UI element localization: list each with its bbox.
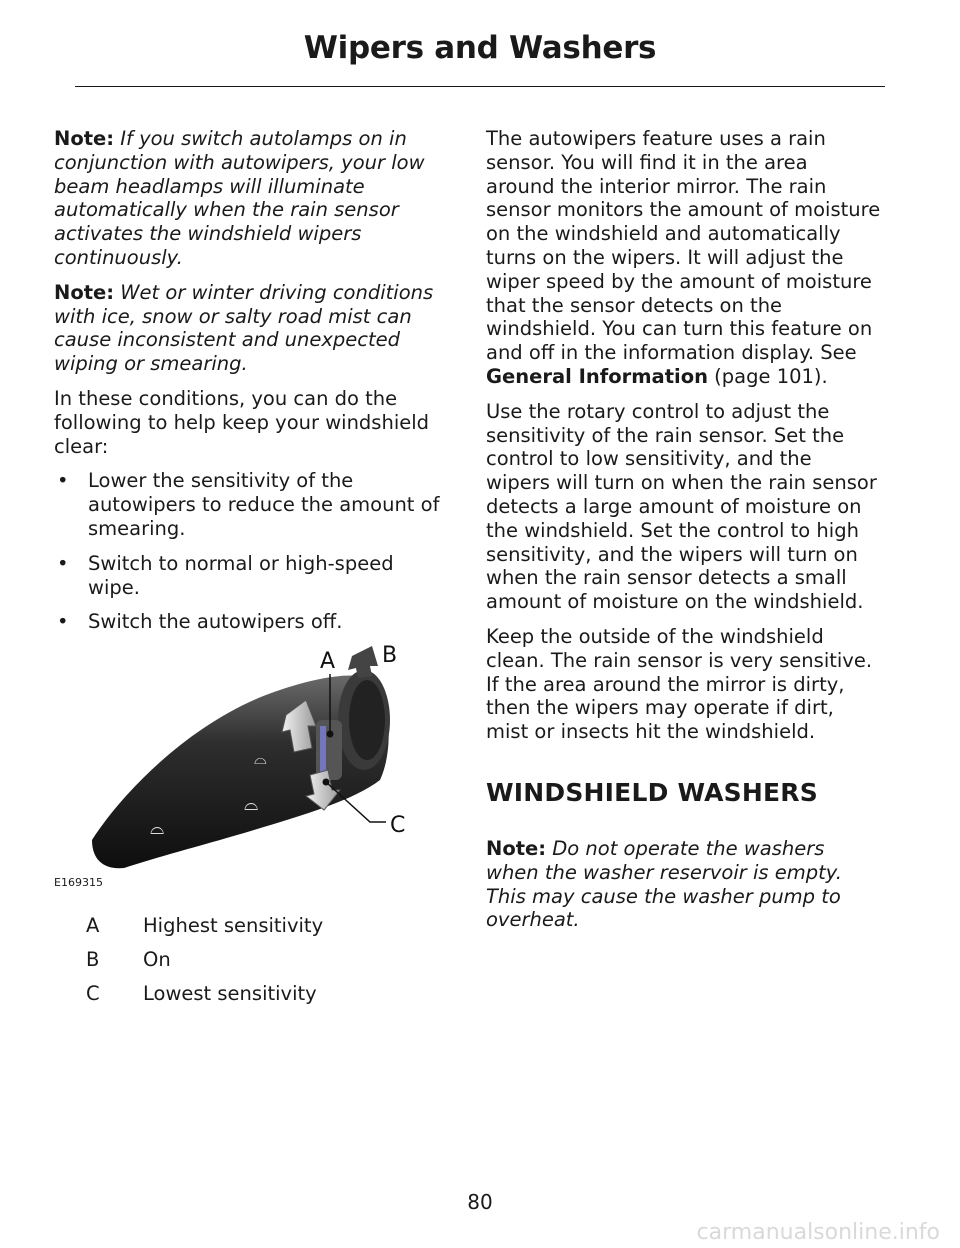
callout-b-label: B	[382, 643, 398, 668]
page-number: 80	[467, 1190, 493, 1214]
left-column	[54, 127, 449, 645]
callout-c-label: C	[390, 813, 406, 838]
list-item: • Switch to normal or high-speed wipe.	[54, 552, 449, 600]
legend-row	[86, 948, 446, 972]
note-label: Note:	[54, 127, 115, 150]
note-label: Note:	[54, 280, 115, 304]
legend-key: B	[86, 948, 100, 971]
legend-row	[86, 914, 446, 938]
autowipers-paragraph	[486, 127, 881, 389]
note-autolamps	[54, 127, 449, 270]
cross-reference-link[interactable]: General Information	[486, 364, 708, 388]
legend-label: Lowest sensitivity	[143, 982, 317, 1005]
wiper-speed-icon: ⌓	[254, 749, 267, 768]
note-washers	[486, 837, 881, 932]
paragraph-text: The autowipers feature uses a rain sensor. You will find it in the area around the interior mirror. The rain sensor monitors the amount of moisture on the windshield and automatically turns on the wipers. It will adjust the wiper speed by the amount of moisture that the sensor detects on the windshield. You can turn this feature on and off in the information display. See	[486, 127, 881, 365]
rotary-control-paragraph: Use the rotary control to adjust the sensitivity of the rain sensor. Set the control to low sensitivity, and the wipers will turn on when the rain sensor detects a large amount of moisture on the windshield. Set the control to high sensitivity, and the wipers will turn on when the rain sensor detects a small amount of moisture on the windshield.	[486, 399, 877, 614]
windshield-clean-paragraph: Keep the outside of the windshield clean. The rain sensor is very sensitive. If the area around the mirror is dirty, then the wipers may operate if dirt, mist or insects hit the windshield.	[486, 624, 873, 744]
legend-key: C	[86, 982, 100, 1005]
washer-symbol-icon: ⌓	[244, 794, 259, 815]
legend-row	[86, 982, 446, 1006]
note-text: Wet or winter driving conditions with ice, snow or salty road mist can cause inconsistent and unexpected wiping or smearing.	[54, 280, 434, 376]
list-item: • Switch the autowipers off.	[54, 610, 449, 634]
note-winter-conditions	[54, 281, 449, 376]
wiper-symbol-icon: ⌓	[150, 818, 165, 839]
note-text: If you switch autolamps on in conjunction with autowipers, your low beam headlamps will illuminate automatically when the rain sensor activates the windshield wipers continuously.	[54, 127, 425, 269]
page-title: Wipers and Washers	[303, 30, 657, 66]
watermark: carmanualsonline.info	[696, 1220, 940, 1245]
list-item: • Lower the sensitivity of the autowipers to reduce the amount of smearing.	[54, 469, 449, 540]
legend-label: Highest sensitivity	[143, 914, 324, 937]
page-reference: (page 101).	[707, 364, 828, 388]
legend-key: A	[86, 914, 100, 937]
figure-legend	[86, 914, 446, 1016]
legend-label: On	[143, 948, 171, 971]
wiper-stalk-illustration	[54, 640, 414, 900]
tips-list	[54, 469, 449, 634]
right-column	[486, 127, 881, 943]
section-heading: WINDSHIELD WASHERS	[486, 777, 818, 807]
callout-a-label: A	[320, 649, 336, 674]
wiper-stalk-figure	[54, 640, 414, 900]
title-divider	[75, 86, 885, 87]
push-arrow-icon	[348, 646, 378, 678]
intro-paragraph: In these conditions, you can do the following to help keep your windshield clear:	[54, 386, 430, 458]
note-label: Note:	[486, 836, 547, 860]
figure-id: E169315	[54, 876, 103, 889]
note-text: Do not operate the washers when the washer reservoir is empty. This may cause the washer pump to overheat.	[486, 836, 842, 932]
